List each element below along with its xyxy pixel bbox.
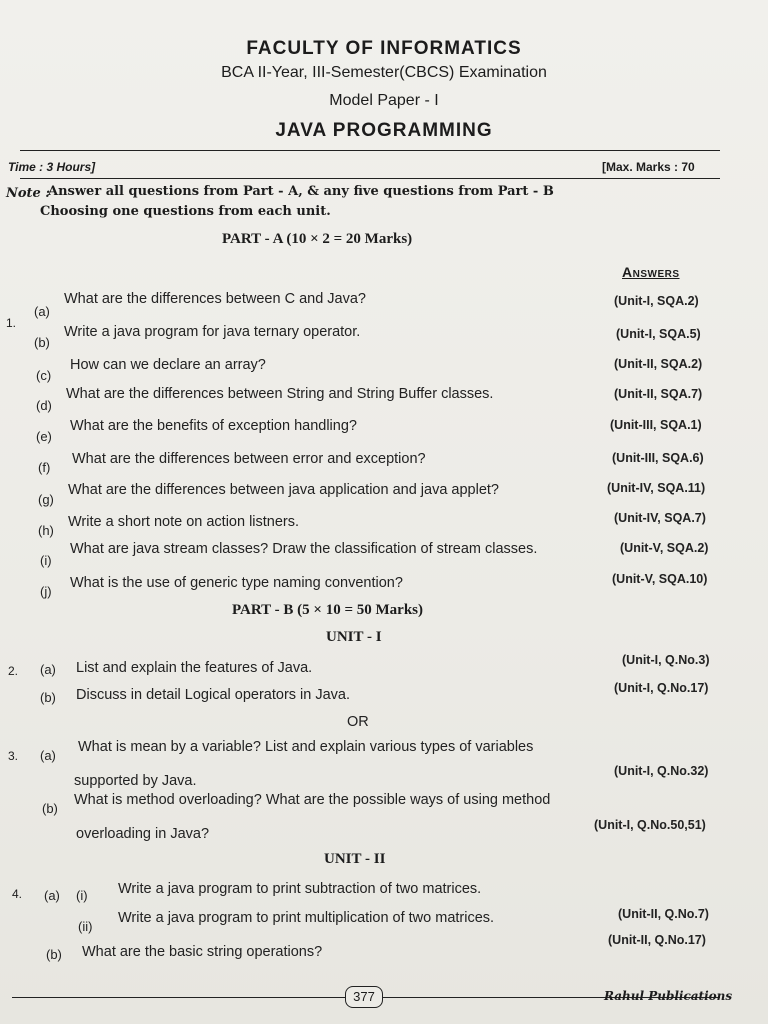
question-number: 2. <box>8 664 19 678</box>
item-label: (g) <box>38 492 54 507</box>
time-label: Time : 3 Hours] <box>8 160 96 174</box>
or-separator: OR <box>347 714 369 730</box>
publisher-name: Rahul Publications <box>604 989 733 1003</box>
exam-title: BCA II-Year, III-Semester(CBCS) Examination <box>221 64 547 81</box>
max-marks-label: [Max. Marks : 70 <box>602 160 695 174</box>
question-text: What are java stream classes? Draw the classification of stream classes. <box>70 541 538 557</box>
answer-reference: (Unit-III, SQA.6) <box>612 451 704 465</box>
answer-reference: (Unit-V, SQA.2) <box>620 541 709 555</box>
page-number: 377 <box>345 986 383 1008</box>
question-text: What are the differences between String and String Buffer classes. <box>66 386 494 402</box>
unit-2-heading: UNIT - II <box>324 851 386 867</box>
answer-reference: (Unit-I, Q.No.32) <box>614 764 709 778</box>
answer-reference: (Unit-V, SQA.10) <box>612 572 708 586</box>
question-number: 4. <box>12 887 23 901</box>
note-line-2: Choosing one questions from each unit. <box>40 204 331 219</box>
item-label: (j) <box>40 584 52 599</box>
question-text: What are the differences between C and Java? <box>64 291 367 307</box>
question-text: Discuss in detail Logical operators in Java. <box>76 687 351 703</box>
question-number: 1. <box>6 316 17 330</box>
answer-reference: (Unit-II, Q.No.7) <box>618 907 709 921</box>
item-label: (b) <box>34 335 50 350</box>
item-label: (a) <box>44 888 60 903</box>
question-text: What is the use of generic type naming convention? <box>70 575 403 591</box>
item-label: (i) <box>40 553 52 568</box>
item-label: (f) <box>38 460 51 475</box>
answer-reference: (Unit-I, SQA.2) <box>614 294 699 308</box>
sub-item-label: (ii) <box>78 919 93 934</box>
paper-title: Model Paper - I <box>329 92 439 109</box>
answer-reference: (Unit-I, Q.No.3) <box>622 653 710 667</box>
sub-item-label: (i) <box>76 888 88 903</box>
item-label: (b) <box>42 801 58 816</box>
item-label: (b) <box>46 947 62 962</box>
answer-reference: (Unit-III, SQA.1) <box>610 418 702 432</box>
question-text: Write a short note on action listners. <box>68 514 300 530</box>
item-label: (a) <box>40 748 56 763</box>
item-label: (b) <box>40 690 56 705</box>
note-line-1: Answer all questions from Part - A, & any five questions from Part - B <box>48 184 554 199</box>
question-text-continued: overloading in Java? <box>76 826 210 842</box>
question-text: Write a java program to print multiplication of two matrices. <box>118 910 495 926</box>
part-a-heading: PART - A (10 × 2 = 20 Marks) <box>222 231 413 247</box>
question-text: What are the differences between error and exception? <box>72 451 426 467</box>
answer-reference: (Unit-I, Q.No.50,51) <box>594 818 706 832</box>
note-label: Note : <box>6 186 51 201</box>
item-label: (c) <box>36 368 52 383</box>
item-label: (h) <box>38 523 54 538</box>
answer-reference: (Unit-IV, SQA.11) <box>607 481 706 495</box>
question-number: 3. <box>8 749 19 763</box>
question-text: What are the benefits of exception handling? <box>70 418 357 434</box>
question-text: What are the differences between java application and java applet? <box>68 482 499 498</box>
question-text: Write a java program to print subtraction of two matrices. <box>118 881 482 897</box>
question-text: What is method overloading? What are the possible ways of using method <box>74 792 551 808</box>
answer-reference: (Unit-II, SQA.2) <box>614 357 703 371</box>
meta-divider <box>20 178 720 179</box>
answers-heading: Answers <box>622 264 680 280</box>
answer-reference: (Unit-IV, SQA.7) <box>614 511 706 525</box>
item-label: (a) <box>34 304 50 319</box>
answer-reference: (Unit-II, SQA.7) <box>614 387 703 401</box>
question-text: What is mean by a variable? List and explain various types of variables <box>78 739 534 755</box>
question-text: How can we declare an array? <box>70 357 266 373</box>
question-text: Write a java program for java ternary operator. <box>64 324 361 340</box>
item-label: (e) <box>36 429 52 444</box>
header-divider <box>20 150 720 151</box>
answer-reference: (Unit-I, SQA.5) <box>616 327 701 341</box>
unit-1-heading: UNIT - I <box>326 629 382 645</box>
part-b-heading: PART - B (5 × 10 = 50 Marks) <box>232 602 424 618</box>
question-text: What are the basic string operations? <box>82 944 323 960</box>
question-text: List and explain the features of Java. <box>76 660 313 676</box>
subject-title: JAVA PROGRAMMING <box>275 120 493 141</box>
faculty-title: FACULTY OF INFORMATICS <box>246 38 522 59</box>
question-text-continued: supported by Java. <box>74 773 197 789</box>
answer-reference: (Unit-I, Q.No.17) <box>614 681 709 695</box>
item-label: (d) <box>36 398 52 413</box>
item-label: (a) <box>40 662 56 677</box>
answer-reference: (Unit-II, Q.No.17) <box>608 933 706 947</box>
